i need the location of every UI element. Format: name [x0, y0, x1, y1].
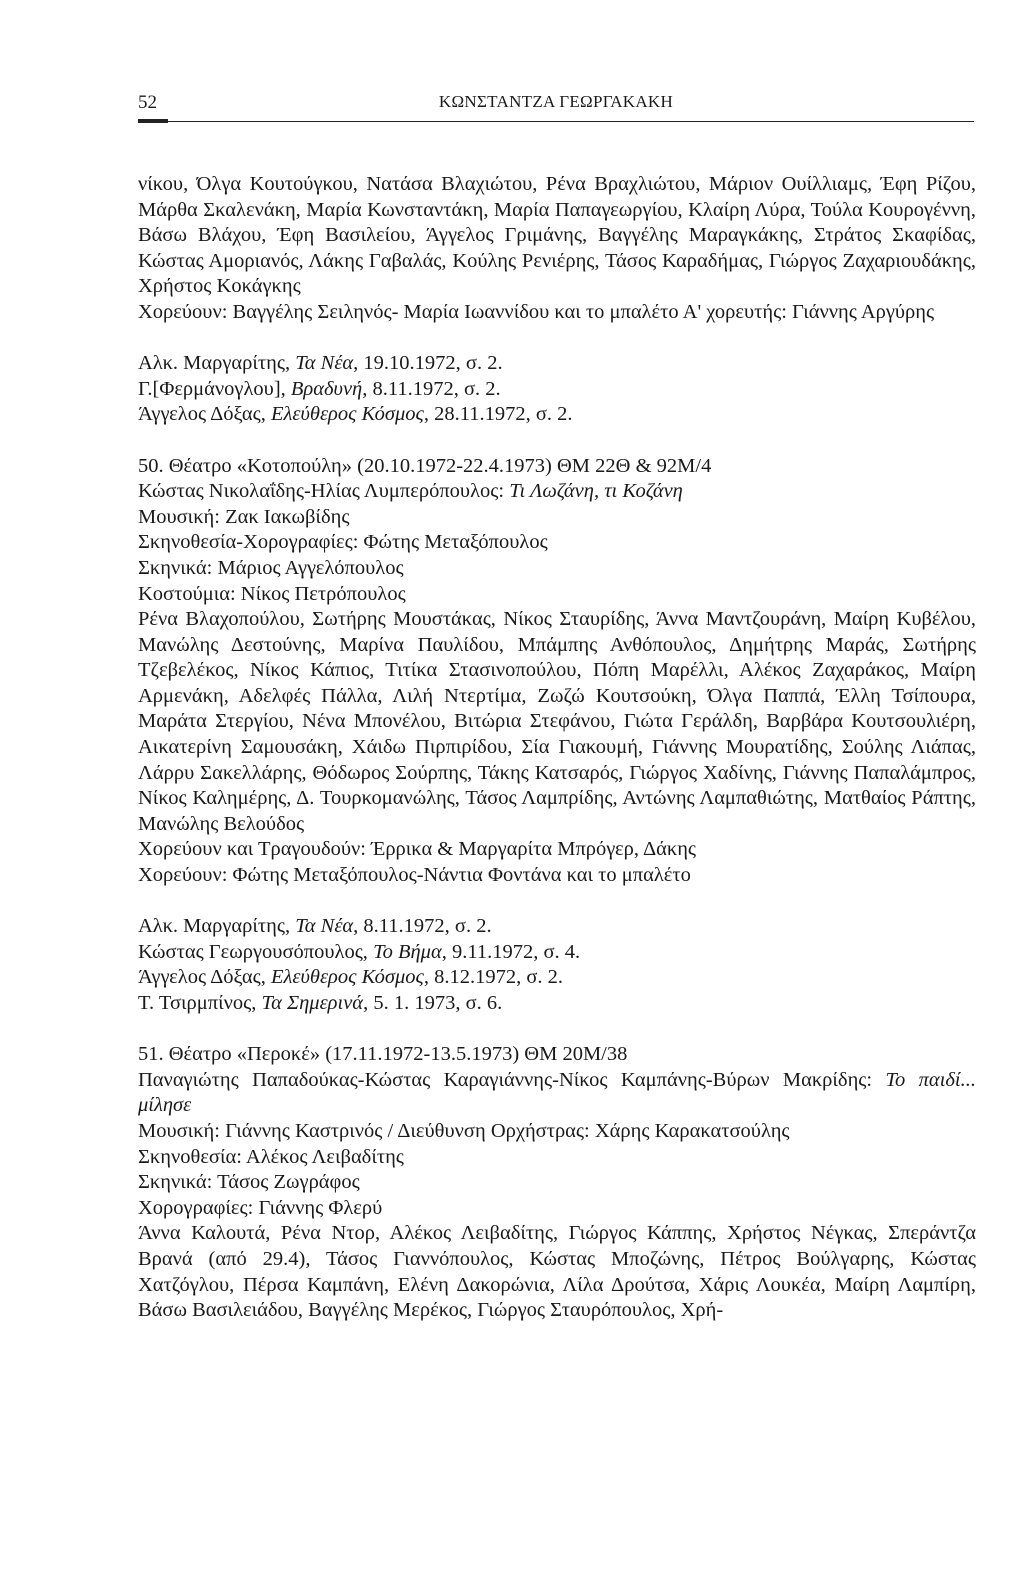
review-ref: Άγγελος Δόξας, Ελεύθερος Κόσμος, 28.11.1972, σ. 2.	[138, 403, 573, 426]
entry-choreography: Χορογραφίες: Γιάννης Φλερύ	[138, 1196, 383, 1219]
review-ref: Αλκ. Μαργαρίτης, Τα Νέα, 19.10.1972, σ. 2.	[138, 352, 503, 375]
review-ref: Γ.[Φερμάνογλου], Βραδυνή, 8.11.1972, σ. 2.	[138, 377, 501, 400]
review-ref: Τ. Τσιρμπίνος, Τα Σημερινά, 5. 1. 1973, σ. 6.	[138, 992, 503, 1014]
entry-sets: Σκηνικά: Μάριος Αγγελόπουλος	[138, 556, 404, 579]
entry-title: 51. Θέατρο «Περοκέ» (17.11.1972-13.5.1973) ΘΜ 20Μ/38	[138, 1043, 628, 1066]
header-rule	[138, 121, 974, 122]
entry-sets: Σκηνικά: Τάσος Ζωγράφος	[138, 1171, 360, 1194]
paragraph: Χορεύουν: Βαγγέλης Σειληνός- Μαρία Ιωαννίδου και το μπαλέτο Α' χορευτής: Γιάννης Αργύρης	[138, 300, 935, 323]
page-number: 52	[138, 92, 157, 113]
entry-direction: Σκηνοθεσία-Χορογραφίες: Φώτης Μεταξόπουλος	[138, 531, 548, 554]
running-head: ΚΩΝΣΤΑΝΤΖΑ ΓΕΩΡΓΑΚΑΚΗ	[438, 92, 674, 111]
page-header	[138, 92, 974, 122]
body-text	[138, 172, 976, 1324]
entry-music: Μουσική: Ζακ Ιακωβίδης	[138, 505, 350, 528]
entry-authors: Παναγιώτης Παπαδούκας-Κώστας Καραγιάννης-Νίκος Καμπάνης-Βύρων Μακρίδης: Το παιδί... μίλησε	[138, 1068, 976, 1117]
entry-cast: Ρένα Βλαχοπούλου, Σωτήρης Μουστάκας, Νίκος Σταυρίδης, Άννα Μαντζουράνη, Μαίρη Κυβέλου, Μανώλης Δεστούνης, Μαρίνα Παυλίδου, Μπάμπης Ανθόπουλος, Δημήτρης Μαράς, Σωτήρης Τζεβελέκος, Νίκος Κάπιος, Τιτίκα Στασινοπούλου, Πόπη Μαρέλλι, Αλέκος Ζαχαράκος, Μαίρη Αρμενάκη, Αδελφές Πάλλα, Λιλή Ντερτίμα, Ζωζώ Κουτσούκη, Όλγα Παππά, Έλλη Τσίπουρα, Μαράτα Στεργίου, Νένα Μπονέλου, Βιτώρια Στεφάνου, Γιώτα Γεράλδη, Βαρβάρα Κουτσουλιέρη, Αικατερίνη Σαμουσάκη, Χάιδω Πιρπιρίδου, Σία Γιακουμή, Γιάννης Μουρατίδης, Σούλης Λιάπας, Λάρρυ Σακελλάρης, Θόδωρος Σούρπης, Τάκης Κατσαρός, Γιώργος Χαδίνης, Γιάννης Παπαλάμπρος, Νίκος Καλημέρης, Δ. Τουρκομανώλης, Τάσος Λαμπρίδης, Αντώνης Λαμπαθιώτης, Ματθαίος Ράπτης, Μανώλης Βελούδος	[138, 608, 976, 835]
entry-title: 50. Θέατρο «Κοτοπούλη» (20.10.1972-22.4.1973) ΘΜ 22Θ & 92Μ/4	[138, 454, 712, 477]
review-ref: Αλκ. Μαργαρίτης, Τα Νέα, 8.11.1972, σ. 2.	[138, 915, 492, 938]
entry-music: Μουσική: Γιάννης Καστρινός / Διεύθυνση Ορχήστρας: Χάρης Καρακατσούλης	[138, 1119, 790, 1142]
entry-authors: Κώστας Νικολαΐδης-Ηλίας Λυμπερόπουλος: Τι Λωζάνη, τι Κοζάνη	[138, 480, 683, 503]
entry-cast: Άννα Καλουτά, Ρένα Ντορ, Αλέκος Λειβαδίτης, Γιώργος Κάππης, Χρήστος Νέγκας, Σπεράντζα Βρανά (από 29.4), Τάσος Γιαννόπουλος, Κώστας Μποζώνης, Πέτρος Βούλγαρης, Κώστας Χατζόγλου, Πέρσα Καμπάνη, Ελένη Δακορώνια, Λίλα Δρούτσα, Χάρις Λουκέα, Μαίρη Λαμπίρη, Βάσω Βασιλειάδου, Βαγγέλης Μερέκος, Γιώργος Σταυρόπουλος, Χρή-	[138, 1222, 976, 1322]
entry-direction: Σκηνοθεσία: Αλέκος Λειβαδίτης	[138, 1145, 404, 1168]
paragraph: νίκου, Όλγα Κουτούγκου, Νατάσα Βλαχιώτου, Ρένα Βραχλιώτου, Μάριον Ουίλλιαμς, Έφη Ρίζου, Μάρθα Σκαλενάκη, Μαρία Κωνσταντάκη, Μαρία Παπαγεωργίου, Κλαίρη Λύρα, Τούλα Κουρογέννη, Βάσω Βλάχου, Έφη Βασιλείου, Άγγελος Γριμάνης, Βαγγέλης Μαραγκάκης, Στράτος Σκαφίδας, Κώστας Αμοριανός, Λάκης Γαβαλάς, Κούλης Ρενιέρης, Τάσος Καραδήμας, Γιώργος Ζαχαριουδάκης, Χρήστος Κοκάγκης	[138, 173, 976, 298]
review-ref: Κώστας Γεωργουσόπουλος, Το Βήμα, 9.11.1972, σ. 4.	[138, 940, 581, 963]
entry-costumes: Κοστούμια: Νίκος Πετρόπουλος	[138, 582, 406, 605]
entry-singers: Χορεύουν και Τραγουδούν: Έρρικα & Μαργαρίτα Μπρόγερ, Δάκης	[138, 838, 697, 861]
entry-dancers: Χορεύουν: Φώτης Μεταξόπουλος-Νάντια Φοντάνα και το μπαλέτο	[138, 864, 691, 887]
review-ref: Άγγελος Δόξας, Ελεύθερος Κόσμος, 8.12.1972, σ. 2.	[138, 966, 564, 989]
